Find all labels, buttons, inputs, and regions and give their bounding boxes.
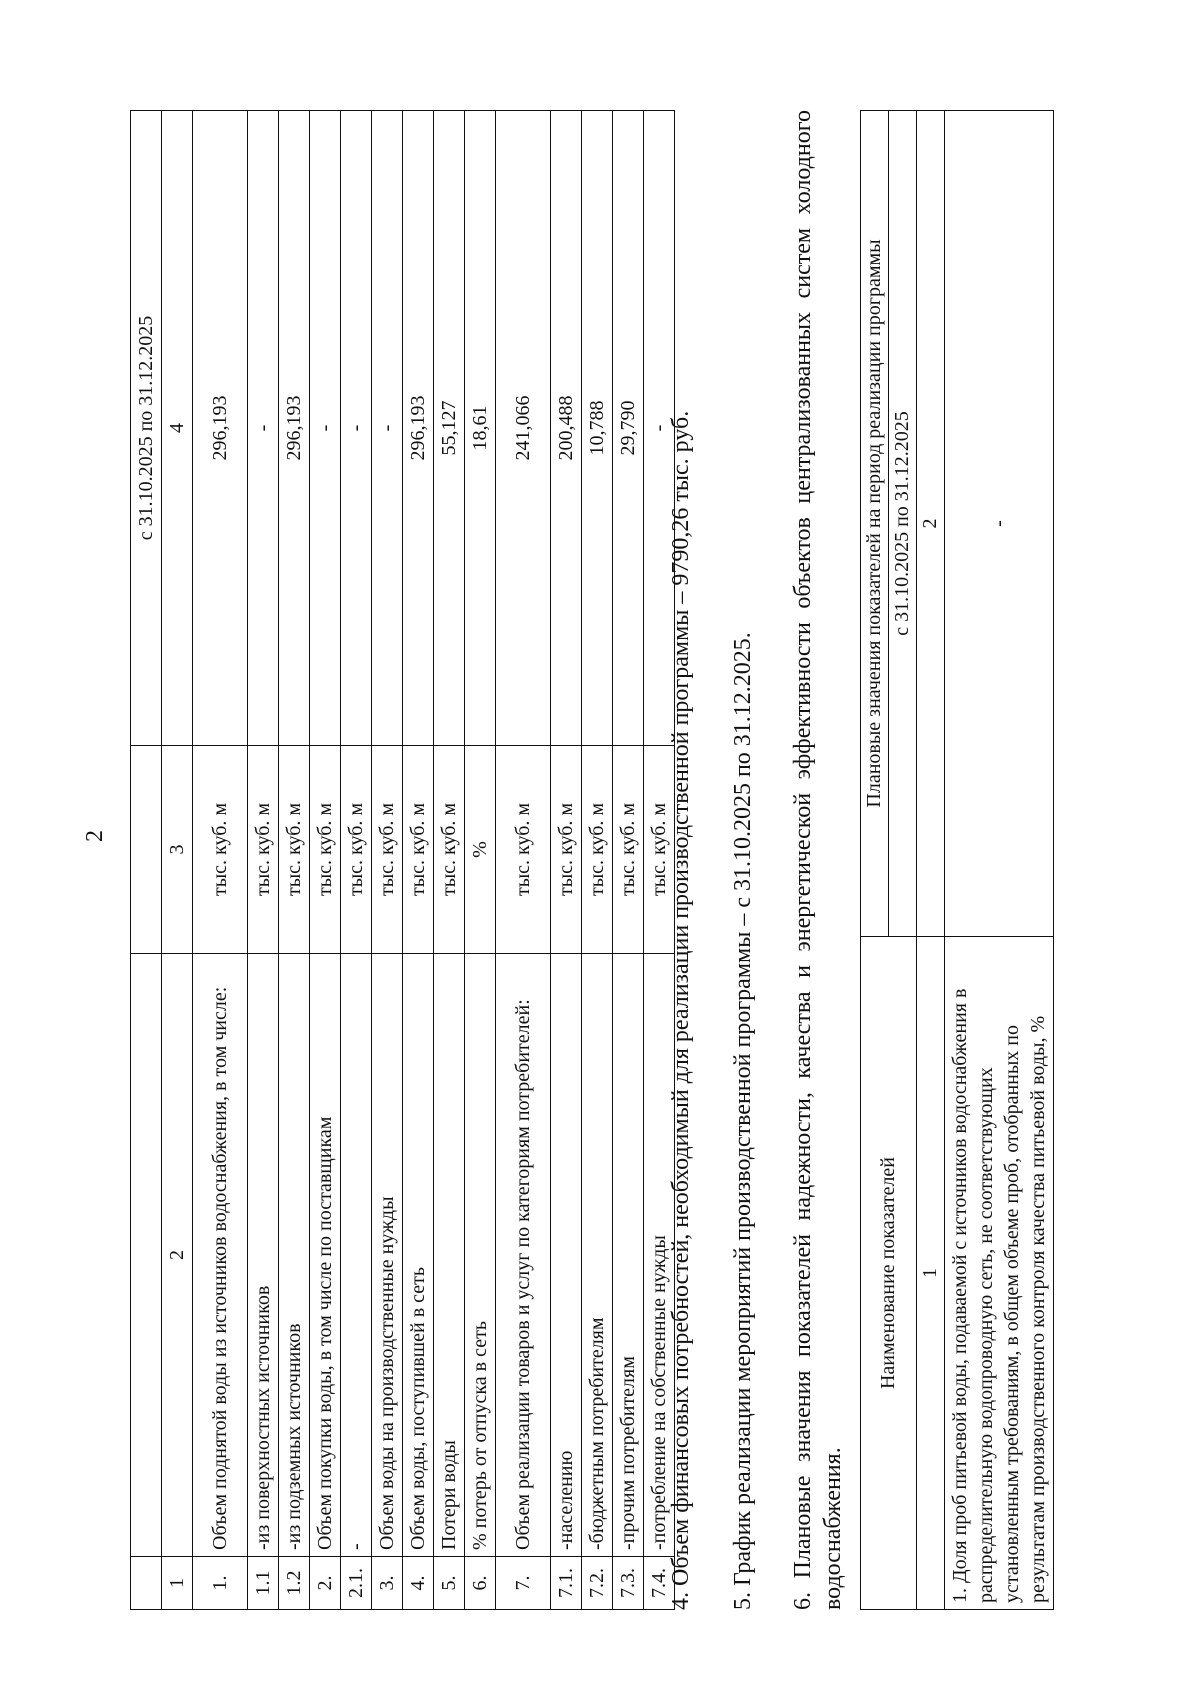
indicators-table bbox=[130, 110, 675, 1610]
indicator-name: 1. Доля проб питьевой воды, подаваемой с источников водоснабжения в распределительную водопроводную сеть, не соответствующих установленным требованиям, в общем объеме проб, отобранных по результатам производственного контроля качества питьевой воды, % bbox=[945, 937, 1054, 1610]
table-row: 1. Объем поднятой воды из источников водоснабжения, в том числе: тыс. куб. м 296,193 bbox=[193, 111, 248, 1610]
table-row: 1.1 -из поверхностных источников тыс. куб. м - bbox=[248, 111, 279, 1610]
table-row: 7.1. -населению тыс. куб. м 200,488 bbox=[551, 111, 582, 1610]
indicator-value: - bbox=[945, 111, 1054, 937]
table-row: 7. Объем реализации товаров и услуг по категориям потребителей: тыс. куб. м 241,066 bbox=[496, 111, 551, 1610]
table-row bbox=[945, 111, 1054, 1610]
table-row: 2. Объем покупки воды, в том числе по поставщикам тыс. куб. м - bbox=[310, 111, 341, 1610]
table-row: 3. Объем воды на производственные нужды тыс. куб. м - bbox=[372, 111, 403, 1610]
paragraph-planned-values: 6. Плановые значения показателей надежности, качества и энергетической эффективности объектов централизованных систем холодного водоснабжения. bbox=[790, 110, 846, 1610]
header-name: Наименование показателей bbox=[861, 937, 917, 1610]
planned-values-table bbox=[860, 110, 1054, 1610]
period-header: с 31.10.2025 по 31.12.2025 bbox=[131, 111, 162, 746]
paragraph-schedule: 5. График реализации мероприятий производственной программы – с 31.10.2025 по 31.12.2025. bbox=[730, 632, 756, 1610]
table-row: 4. Объем воды, поступившей в сеть тыс. куб. м 296,193 bbox=[403, 111, 434, 1610]
table-header-row bbox=[861, 111, 889, 1610]
table-row: 5. Потери воды тыс. куб. м 55,127 bbox=[434, 111, 465, 1610]
column-number-row: 1 2 3 4 bbox=[162, 111, 193, 1610]
table-row: 2.1. - тыс. куб. м - bbox=[341, 111, 372, 1610]
paragraph-financial-needs: 4. Объем финансовых потребностей, необходимый для реализации производственной программы – 9790,26 тыс. руб. bbox=[668, 410, 694, 1610]
header-period: с 31.10.2025 по 31.12.2025 bbox=[889, 111, 917, 937]
header-plan: Плановые значения показателей на период реализации программы bbox=[861, 111, 889, 937]
table-row: 1.2 -из подземных источников тыс. куб. м 296,193 bbox=[279, 111, 310, 1610]
rotated-content bbox=[130, 110, 1130, 1610]
table-row: 6. % потерь от отпуска в сеть % 18,61 bbox=[465, 111, 496, 1610]
column-number-row: 1 2 bbox=[917, 111, 945, 1610]
table-row bbox=[131, 111, 162, 1610]
table-row: 7.2. -бюджетным потребителям тыс. куб. м 10,788 bbox=[582, 111, 613, 1610]
table-row: 7.3. -прочим потребителям тыс. куб. м 29,790 bbox=[613, 111, 644, 1610]
page-number: 2 bbox=[82, 830, 108, 842]
table-row: 7.4. -потребление на собственные нужды тыс. куб. м - bbox=[644, 111, 675, 1610]
